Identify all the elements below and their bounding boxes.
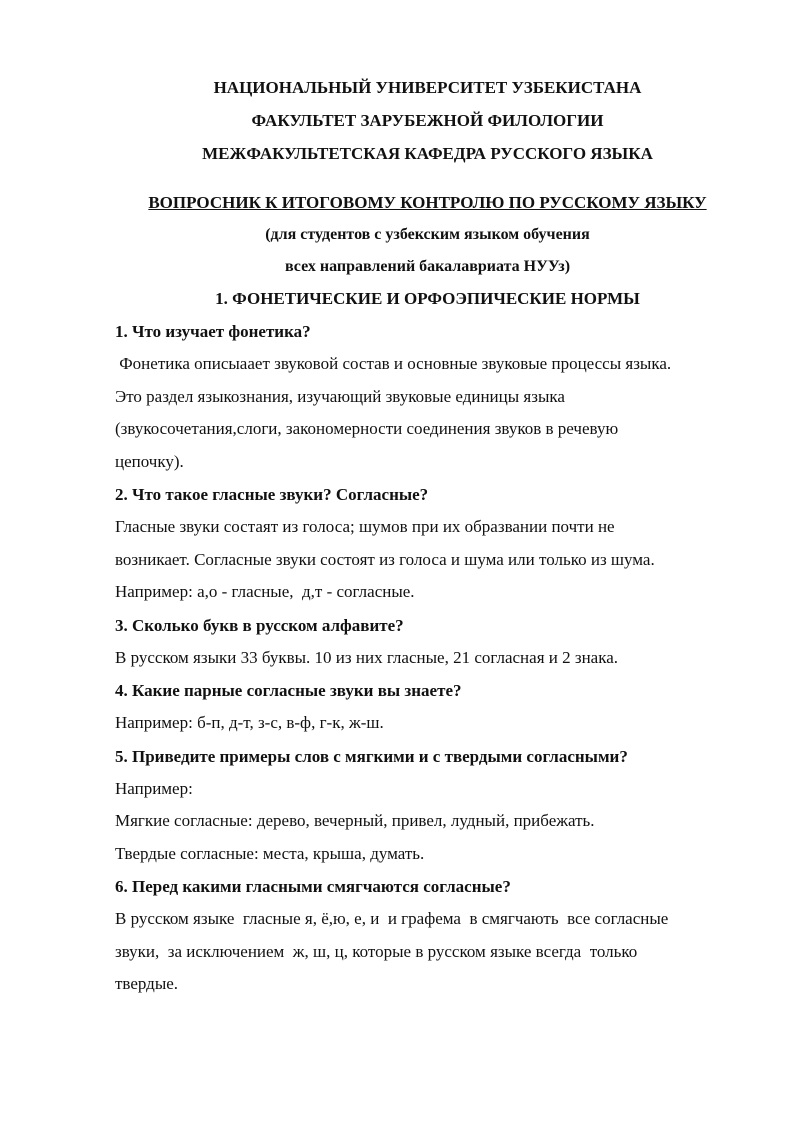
question-heading: 2. Что такое гласные звуки? Согласные? bbox=[115, 485, 429, 504]
subtitle-line-2: всех направлений бакалавриата НУУз) bbox=[284, 258, 571, 275]
question-heading: 4. Какие парные согласные звуки вы знаете? bbox=[115, 681, 462, 700]
answer-line: Фонетика описыаает звуковой состав и основные звуковые процессы языка. bbox=[115, 354, 672, 373]
answer-line: возникает. Согласные звуки состоят из голоса и шума или только из шума. bbox=[115, 549, 655, 569]
question-heading: 3. Сколько букв в русском алфавите? bbox=[115, 615, 404, 635]
answer-line: цепочку). bbox=[115, 451, 184, 471]
answer-text bbox=[115, 773, 740, 871]
answer-line: Гласные звуки состаят из голоса; шумов при их образвании почти не bbox=[115, 517, 615, 536]
department-name: МЕЖФАКУЛЬТЕТСКАЯ КАФЕДРА РУССКОГО ЯЗЫКА bbox=[202, 144, 653, 163]
answer-text bbox=[115, 511, 740, 609]
questions-list bbox=[115, 315, 740, 1001]
question-heading: 6. Перед какими гласными смягчаются согласные? bbox=[115, 877, 511, 896]
question-heading: 1. Что изучает фонетика? bbox=[115, 322, 311, 341]
answer-text bbox=[115, 642, 740, 675]
answer-line: Твердые согласные: места, крыша, думать. bbox=[115, 843, 425, 863]
question-heading: 5. Приведите примеры слов с мягкими и с твердыми согласными? bbox=[115, 746, 628, 766]
document-page bbox=[115, 72, 740, 1001]
answer-line: Например: а,о - гласные, д,т - согласные. bbox=[115, 582, 415, 601]
answer-line: (звукосочетания,слоги, закономерности соединения звуков в речевую bbox=[115, 419, 619, 438]
answer-text bbox=[115, 707, 740, 740]
answer-line: Мягкие согласные: дерево, вечерный, привел, лудный, прибежать. bbox=[115, 811, 595, 830]
answer-text bbox=[115, 348, 740, 478]
answer-line: твердые. bbox=[115, 974, 179, 993]
answer-line: Это раздел языкознания, изучающий звуковые единицы языка bbox=[115, 386, 565, 406]
section-heading: 1. ФОНЕТИЧЕСКИЕ И ОРФОЭПИЧЕСКИЕ НОРМЫ bbox=[215, 289, 640, 308]
subtitle-line-1: (для студентов с узбекским языком обучения bbox=[265, 226, 590, 243]
answer-line: Например: bbox=[115, 778, 193, 798]
faculty-name: ФАКУЛЬТЕТ ЗАРУБЕЖНОЙ ФИЛОЛОГИИ bbox=[251, 111, 604, 130]
university-name: НАЦИОНАЛЬНЫЙ УНИВЕРСИТЕТ УЗБЕКИСТАНА bbox=[213, 78, 642, 97]
answer-text bbox=[115, 903, 740, 1001]
answer-line: В русском языки 33 буквы. 10 из них гласные, 21 согласная и 2 знака. bbox=[115, 647, 619, 667]
document-title: ВОПРОСНИК К ИТОГОВОМУ КОНТРОЛЮ ПО РУССКОМУ ЯЗЫКУ bbox=[148, 193, 707, 212]
answer-line: Например: б-п, д-т, з-с, в-ф, г-к, ж-ш. bbox=[115, 713, 384, 732]
answer-line: В русском языке гласные я, ё,ю, е, и и графема в смягчають все согласные bbox=[115, 909, 669, 928]
answer-line: звуки, за исключением ж, ш, ц, которые в русском языке всегда только bbox=[115, 941, 638, 961]
